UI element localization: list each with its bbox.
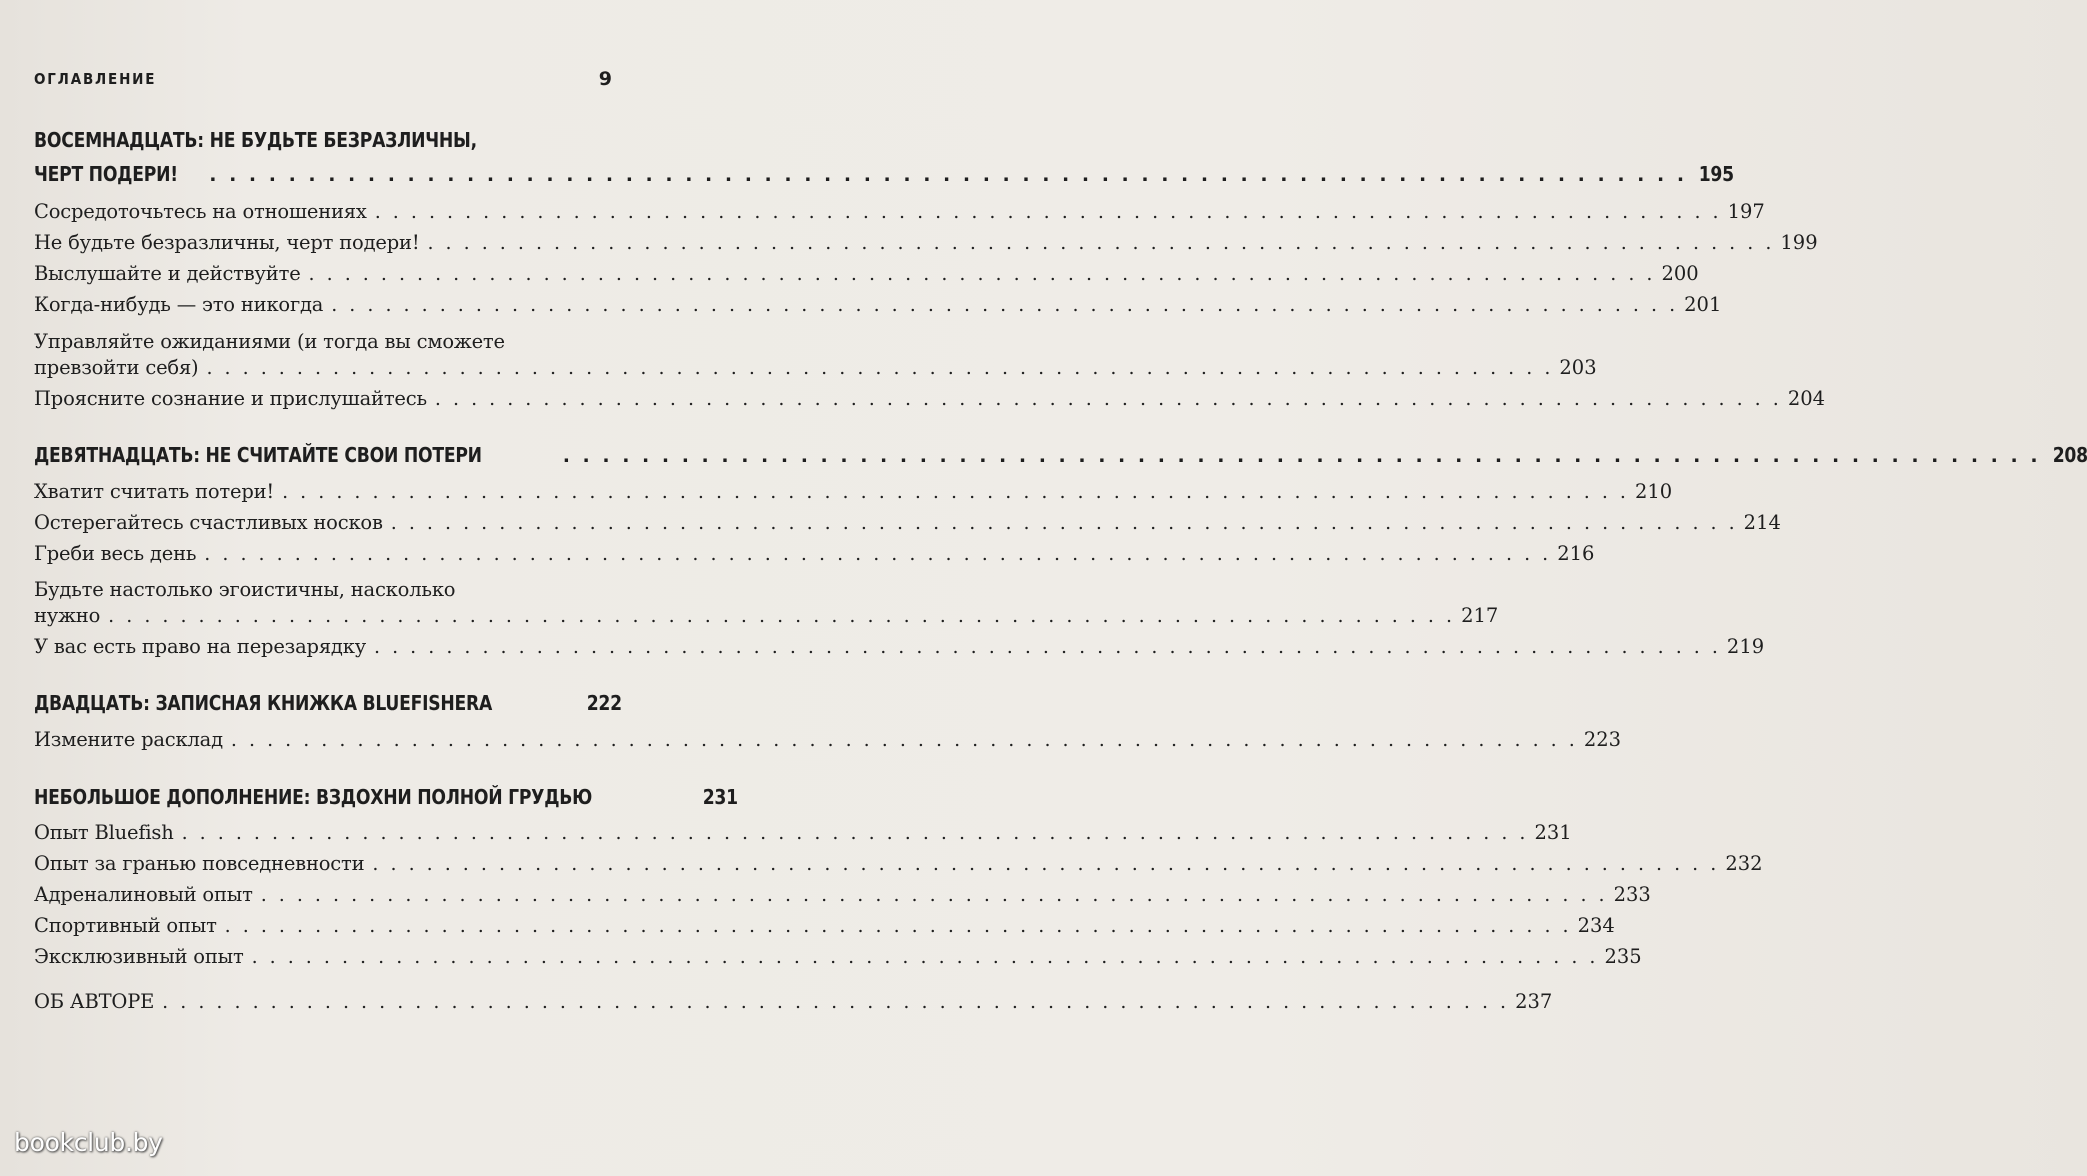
toc-entry[interactable] bbox=[34, 852, 1763, 884]
dot-leader bbox=[162, 991, 1509, 1013]
toc-entry[interactable] bbox=[34, 635, 1765, 667]
dot-leader bbox=[563, 445, 2041, 467]
dot-leader bbox=[374, 636, 1721, 658]
toc-chapter-title: ДВАДЦАТЬ: ЗАПИСНАЯ КНИЖКА BLUEFISHERA bbox=[34, 691, 493, 715]
toc-chapter-entry[interactable] bbox=[34, 443, 2087, 475]
toc-entry-title: превзойти себя) bbox=[34, 356, 199, 379]
dot-leader bbox=[252, 946, 1599, 968]
toc-entry-title: Проясните сознание и прислушайтесь bbox=[34, 387, 427, 410]
toc-entry[interactable] bbox=[34, 293, 1722, 325]
dot-leader bbox=[309, 263, 1656, 285]
dot-leader bbox=[108, 605, 1455, 627]
toc-entry-title: Греби весь день bbox=[34, 542, 197, 565]
toc-entry[interactable] bbox=[34, 542, 1595, 574]
toc-entry[interactable] bbox=[34, 914, 1615, 946]
toc-page-number: 223 bbox=[1583, 728, 1622, 751]
toc-page-number: 232 bbox=[1725, 852, 1763, 875]
dot-leader bbox=[375, 201, 1722, 223]
toc-page-number: 235 bbox=[1604, 945, 1642, 968]
toc-entry[interactable] bbox=[34, 728, 1622, 760]
toc-entry-title: Не будьте безразличны, черт подери! bbox=[34, 231, 420, 254]
dot-leader bbox=[435, 388, 1782, 410]
dot-leader bbox=[282, 481, 1629, 503]
toc-page-number: 210 bbox=[1634, 480, 1673, 503]
toc-chapter-title: ЧЕРТ ПОДЕРИ! bbox=[34, 162, 178, 186]
toc-entry-title: У вас есть право на перезарядку bbox=[34, 635, 366, 658]
toc-page-number: 231 bbox=[1534, 821, 1572, 844]
dot-leader bbox=[182, 822, 1529, 844]
toc-about-entry[interactable] bbox=[34, 990, 1553, 1022]
toc-entry-title: Сосредоточьтесь на отношениях bbox=[34, 200, 367, 223]
toc-entry-title: Выслушайте и действуйте bbox=[34, 262, 301, 285]
toc-page-number: 222 bbox=[586, 691, 622, 715]
toc-page-number: 200 bbox=[1661, 262, 1699, 285]
toc-page-number: 203 bbox=[1559, 356, 1597, 379]
toc-entry[interactable] bbox=[34, 356, 1597, 388]
toc-entry-title: ОБ АВТОРЕ bbox=[34, 990, 155, 1013]
dot-leader bbox=[209, 164, 1687, 186]
toc-entry-title-line: Управляйте ожиданиями (и тогда вы сможете bbox=[34, 330, 505, 353]
toc-entry[interactable] bbox=[34, 883, 1651, 915]
running-head-title: ОГЛАВЛЕНИЕ bbox=[34, 70, 157, 88]
toc-entry[interactable] bbox=[34, 387, 1826, 419]
toc-entry-title: Измените расклад bbox=[34, 728, 223, 751]
toc-entry[interactable] bbox=[34, 604, 1499, 636]
watermark-logo: bookclub.by bbox=[14, 1128, 163, 1157]
dot-leader bbox=[225, 915, 1572, 937]
dot-leader bbox=[427, 232, 1774, 254]
toc-page-number: 204 bbox=[1787, 387, 1826, 410]
toc-page-number: 231 bbox=[702, 785, 738, 809]
toc-entry[interactable] bbox=[34, 945, 1642, 977]
toc-entry-title: Когда-нибудь — это никогда bbox=[34, 293, 324, 316]
toc-entry-title: Опыт за гранью повседневности bbox=[34, 852, 365, 875]
running-head bbox=[34, 70, 612, 94]
toc-entry-title: Хватит считать потери! bbox=[34, 480, 275, 503]
toc-page-number: 208 bbox=[2052, 443, 2087, 467]
toc-page-number: 233 bbox=[1613, 883, 1651, 906]
dot-leader bbox=[391, 512, 1738, 534]
toc-chapter-title: НЕБОЛЬШОЕ ДОПОЛНЕНИЕ: ВЗДОХНИ ПОЛНОЙ ГРУДЬЮ bbox=[34, 785, 593, 809]
toc-entry-title: Спортивный опыт bbox=[34, 914, 217, 937]
dot-leader bbox=[261, 884, 1608, 906]
chapter-title-line: ВОСЕМНАДЦАТЬ: НЕ БУДЬТЕ БЕЗРАЗЛИЧНЫ, bbox=[34, 128, 477, 152]
toc-entry[interactable] bbox=[34, 200, 1765, 232]
toc-entry-title: Адреналиновый опыт bbox=[34, 883, 253, 906]
toc-page-number: 217 bbox=[1461, 604, 1499, 627]
running-head-page-number: 9 bbox=[598, 68, 612, 90]
toc-chapter-entry[interactable] bbox=[34, 691, 622, 723]
dot-leader bbox=[204, 543, 1551, 565]
toc-chapter-title: ДЕВЯТНАДЦАТЬ: НЕ СЧИТАЙТЕ СВОИ ПОТЕРИ bbox=[34, 443, 482, 467]
dot-leader bbox=[231, 729, 1578, 751]
toc-entry[interactable] bbox=[34, 262, 1699, 294]
toc-entry[interactable] bbox=[34, 231, 1818, 263]
toc-page-number: 214 bbox=[1743, 511, 1781, 534]
toc-entry-title: Опыт Bluefish bbox=[34, 821, 174, 844]
toc-page-number: 234 bbox=[1577, 914, 1615, 937]
dot-leader bbox=[206, 357, 1553, 379]
dot-leader bbox=[331, 294, 1678, 316]
toc-page-number: 219 bbox=[1726, 635, 1765, 658]
toc-chapter-entry[interactable] bbox=[34, 162, 1734, 194]
toc-page-number: 201 bbox=[1684, 293, 1722, 316]
toc-page-number: 237 bbox=[1515, 990, 1553, 1013]
toc-entry-title-line: Будьте настолько эгоистичны, насколько bbox=[34, 578, 456, 601]
toc-entry-title: Эксклюзивный опыт bbox=[34, 945, 244, 968]
toc-page-number: 195 bbox=[1698, 162, 1734, 186]
toc-entry-title: Остерегайтесь счастливых носков bbox=[34, 511, 383, 534]
toc-page-number: 216 bbox=[1557, 542, 1595, 565]
toc-entry[interactable] bbox=[34, 511, 1781, 543]
toc-chapter-entry[interactable] bbox=[34, 785, 738, 817]
toc-entry[interactable] bbox=[34, 821, 1572, 853]
toc-entry[interactable] bbox=[34, 480, 1673, 512]
toc-entry-title: нужно bbox=[34, 604, 101, 627]
toc-page-number: 197 bbox=[1727, 200, 1765, 223]
toc-page-number: 199 bbox=[1780, 231, 1818, 254]
dot-leader bbox=[372, 853, 1719, 875]
